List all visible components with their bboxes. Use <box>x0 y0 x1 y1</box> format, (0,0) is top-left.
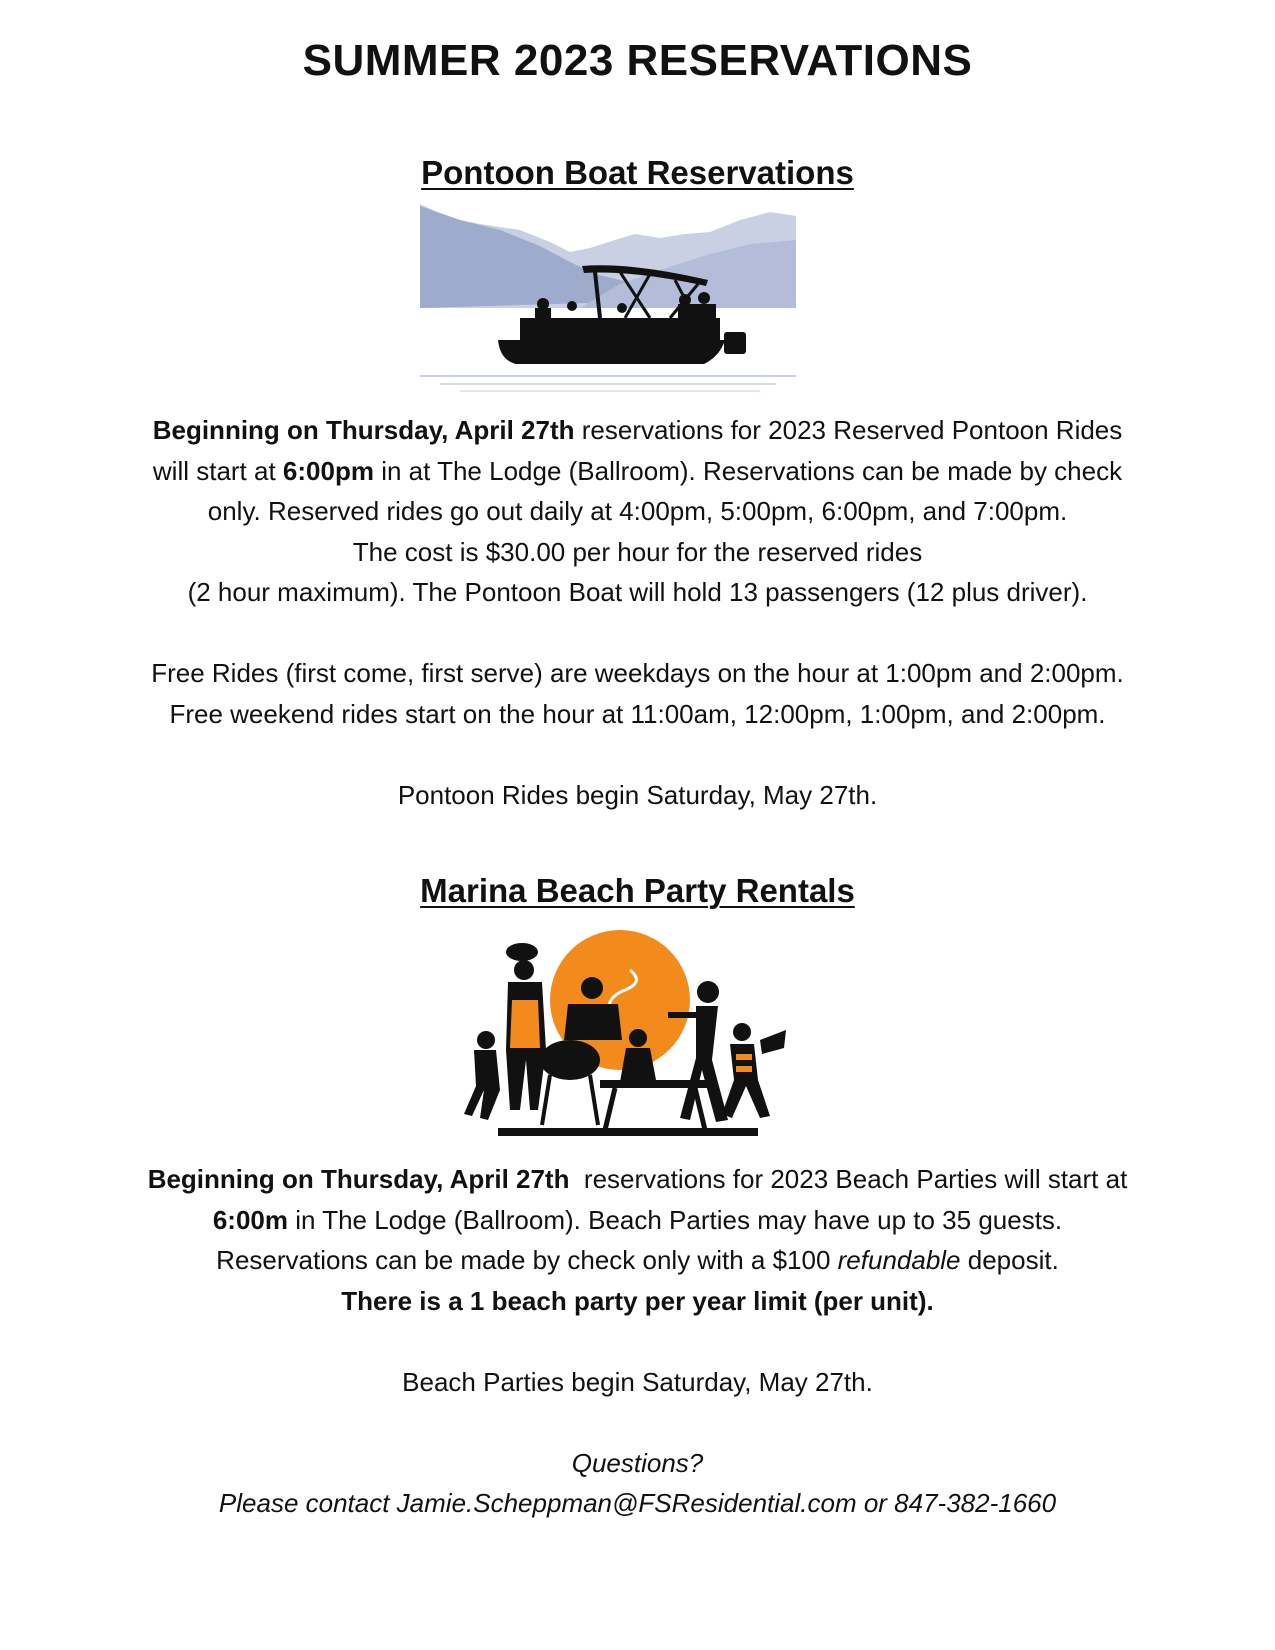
beach-line-1 <box>0 1159 1275 1200</box>
beach-line-3 <box>0 1240 1275 1281</box>
beach-limit-text: There is a 1 beach party per year limit (per unit). <box>341 1285 934 1316</box>
refundable-text: refundable <box>837 1245 961 1275</box>
pontoon-start-time: 6:00pm <box>282 455 374 486</box>
pontoon-paragraph-1 <box>0 410 1275 815</box>
pontoon-heading-text: Pontoon Boat Reservations <box>421 154 854 191</box>
beach-start-time: 6:00m <box>212 1204 288 1235</box>
beach-begin-date: Beach Parties begin Saturday, May 27th. <box>402 1366 873 1397</box>
beach-text: in The Lodge (Ballroom). Beach Parties may have up to 35 guests. <box>287 1204 1063 1235</box>
free-rides-line-2: Free weekend rides start on the hour at 11:00am, 12:00pm, 1:00pm, and 2:00pm. <box>169 698 1106 729</box>
pontoon-line-1 <box>0 410 1275 451</box>
pontoon-start-date: Beginning on Thursday, April 27th <box>152 415 575 445</box>
beach-paragraph-1 <box>0 1159 1275 1524</box>
pontoon-line-2 <box>0 451 1275 492</box>
questions-label: Questions? <box>571 1447 704 1478</box>
beach-text: reservations for 2023 Beach Parties will start at <box>569 1164 1128 1194</box>
beach-heading <box>0 872 1275 910</box>
pontoon-text: reservations for 2023 Reserved Pontoon Rides <box>574 415 1123 445</box>
beach-text: deposit. <box>960 1245 1059 1275</box>
pontoon-boat-silhouette-icon <box>420 200 798 400</box>
contact-line: Please contact Jamie.Scheppman@FSResidential.com or 847-382-1660 <box>218 1488 1057 1518</box>
pontoon-heading <box>0 154 1275 192</box>
pontoon-begin-date: Pontoon Rides begin Saturday, May 27th. <box>397 779 878 810</box>
pontoon-line-5: (2 hour maximum). The Pontoon Boat will hold 13 passengers (12 plus driver). <box>187 577 1088 607</box>
pontoon-text: will start at <box>152 455 283 486</box>
beach-line-2 <box>0 1200 1275 1241</box>
pontoon-line-3: only. Reserved rides go out daily at 4:00pm, 5:00pm, 6:00pm, and 7:00pm. <box>207 496 1068 526</box>
beach-start-date: Beginning on Thursday, April 27th <box>147 1164 570 1194</box>
beach-limit-line <box>0 1281 1275 1322</box>
beach-party-silhouette-icon <box>450 930 790 1150</box>
page-title: SUMMER 2023 RESERVATIONS <box>302 36 973 85</box>
beach-text: Reservations can be made by check only with a $100 <box>216 1245 838 1275</box>
pontoon-line-4: The cost is $30.00 per hour for the reserved rides <box>352 536 923 567</box>
free-rides-line-1: Free Rides (first come, first serve) are weekdays on the hour at 1:00pm and 2:00pm. <box>151 658 1124 688</box>
beach-heading-text: Marina Beach Party Rentals <box>420 872 855 909</box>
pontoon-text: in at The Lodge (Ballroom). Reservations can be made by check <box>373 455 1123 486</box>
